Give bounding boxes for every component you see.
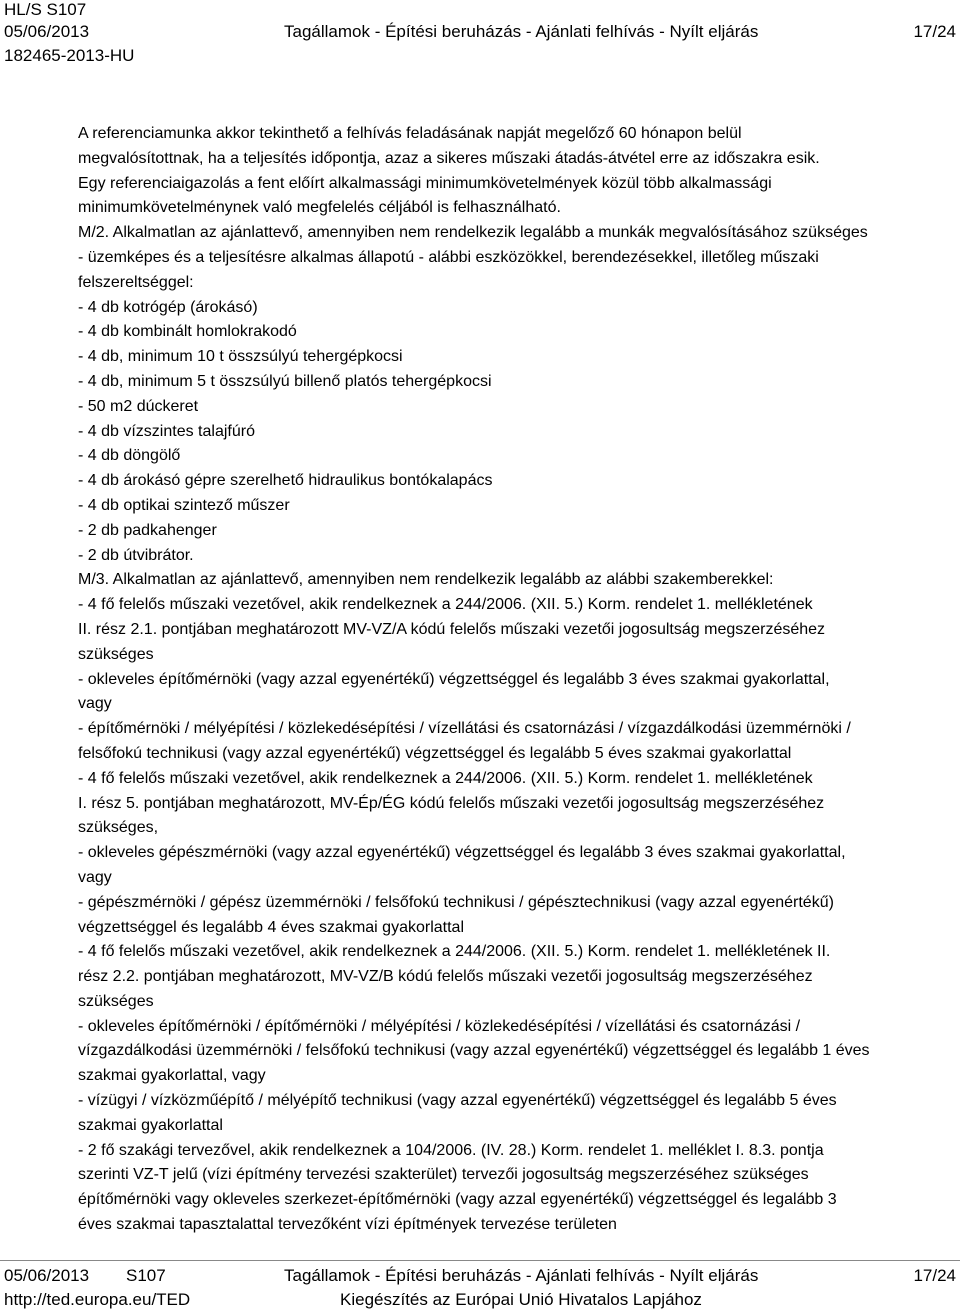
body-line: szükséges <box>78 645 154 663</box>
body-line: A referenciamunka akkor tekinthető a felhívás feladásának napját megelőző 60 hónapon belül <box>78 125 742 142</box>
body-line: - 4 db, minimum 5 t összsúlyú billenő platós tehergépkocsi <box>78 372 492 390</box>
body-line: rész 2.2. pontjában meghatározott, MV-VZ/B kódú felelős műszaki vezetői jogosultság megszerzéséhez <box>78 968 813 986</box>
body-line: szakmai gyakorlattal, vagy <box>78 1067 266 1085</box>
footer-series: S107 <box>126 1266 166 1285</box>
body-line: végzettséggel és legalább 4 éves szakmai gyakorlattal <box>78 918 464 936</box>
body-line: - 4 db vízszintes talajfúró <box>78 422 255 440</box>
body-line: - építőmérnöki / mélyépítési / közlekedésépítési / vízellátási és csatornázási / vízgazdálkodási üzemmérnöki / <box>78 720 851 738</box>
body-line: vagy <box>78 868 112 886</box>
body-line: - 4 db árokásó gépre szerelhető hidraulikus bontókalapács <box>78 472 493 490</box>
body-line: - 4 db döngölő <box>78 447 181 465</box>
page-header <box>0 0 960 72</box>
body-line: II. rész 2.1. pontjában meghatározott MV-VZ/A kódú felelős műszaki vezetői jogosultság megszerzéséhez <box>78 620 826 638</box>
footer-title: Tagállamok - Építési beruházás - Ajánlati felhívás - Nyílt eljárás <box>284 1266 759 1285</box>
body-line: - okleveles építőmérnöki (vagy azzal egyenértékű) végzettséggel és legalább 3 éves szakmai gyakorlattal, <box>78 670 830 688</box>
body-line: Egy referenciaigazolás a fent előírt alkalmassági minimumkövetelmények közül több alkalmassági <box>78 174 772 192</box>
body-line: - okleveles gépészmérnöki (vagy azzal egyenértékű) végzettséggel és legalább 3 éves szakmai gyakorlattal, <box>78 844 846 862</box>
body-line: szakmai gyakorlattal <box>78 1116 223 1134</box>
doc-reference: HL/S S107 <box>4 0 87 19</box>
body-line: felsőfokú technikusi (vagy azzal egyenértékű) végzettséggel és legalább 5 éves szakmai gyakorlattal <box>78 744 792 762</box>
document-body <box>78 122 958 1238</box>
body-line: M/3. Alkalmatlan az ajánlattevő, amennyiben nem rendelkezik legalább az alábbi szakemberekkel: <box>78 571 774 589</box>
footer-date: 05/06/2013 <box>4 1266 90 1285</box>
body-line: - gépészmérnöki / gépész üzemmérnöki / felsőfokú technikusi / gépésztechnikusi (vagy azzal egyenértékű) <box>78 893 834 911</box>
body-line: megvalósítottnak, ha a teljesítés időpontja, azaz a sikeres műszaki átadás-átvétel erre az időszakra esik. <box>78 149 820 167</box>
body-line: éves szakmai tapasztalattal tervezőként vízi építmények tervezése területen <box>78 1216 617 1234</box>
body-line: szerinti VZ-T jelű (vízi építmény tervezési szakterület) tervezői jogosultság megszerzéséhez szükséges <box>78 1166 809 1184</box>
footer-subtitle: Kiegészítés az Európai Unió Hivatalos Lapjához <box>340 1290 702 1309</box>
body-line: vízgazdálkodási üzemmérnöki / felsőfokú technikusi (vagy azzal egyenértékű) végzettséggel és legalább 1 éves <box>78 1042 870 1060</box>
header-page-number: 17/24 <box>913 22 956 41</box>
body-line: - 4 fő felelős műszaki vezetővel, akik rendelkeznek a 244/2006. (XII. 5.) Korm. rendelet 1. mellékletének II. <box>78 943 831 961</box>
footer-page-number: 17/24 <box>913 1266 956 1285</box>
body-line: minimumkövetelménynek való megfelelés céljából is felhasználható. <box>78 199 561 217</box>
body-line: - 4 fő felelős műszaki vezetővel, akik rendelkeznek a 244/2006. (XII. 5.) Korm. rendelet 1. mellékletének <box>78 769 813 787</box>
body-line: - 2 db útvibrátor. <box>78 546 194 564</box>
body-line: - okleveles építőmérnöki / építőmérnöki / mélyépítési / közlekedésépítési / vízellátási és csatornázási / <box>78 1017 801 1035</box>
body-line: I. rész 5. pontjában meghatározott, MV-Ép/ÉG kódú felelős műszaki vezetői jogosultság megszerzéséhez <box>78 794 825 812</box>
body-line: szükséges, <box>78 819 159 837</box>
body-line: - 2 db padkahenger <box>78 521 217 539</box>
header-date: 05/06/2013 <box>4 22 90 41</box>
footer-divider <box>0 1260 960 1261</box>
body-line: építőmérnöki vagy okleveles szerkezet-építőmérnöki (vagy azzal egyenértékű) végzettséggel és legalább 3 <box>78 1191 837 1209</box>
body-line: - 50 m2 dúckeret <box>78 397 199 415</box>
body-line: - 4 db optikai szintező műszer <box>78 496 290 514</box>
body-line: vagy <box>78 695 112 713</box>
body-line: szükséges <box>78 992 154 1010</box>
body-line: - üzemképes és a teljesítésre alkalmas állapotú - alábbi eszközökkel, berendezésekkel, illetőleg műszaki <box>78 248 819 266</box>
header-title: Tagállamok - Építési beruházás - Ajánlati felhívás - Nyílt eljárás <box>284 22 759 41</box>
body-line: felszereltséggel: <box>78 273 194 291</box>
body-line: - vízügyi / vízközműépítő / mélyépítő technikusi (vagy azzal egyenértékű) végzettséggel és legalább 5 éves <box>78 1092 837 1110</box>
footer-url: http://ted.europa.eu/TED <box>4 1290 191 1309</box>
body-line: - 4 db kotrógép (árokásó) <box>78 298 258 316</box>
body-line: - 4 db, minimum 10 t összsúlyú tehergépkocsi <box>78 348 403 366</box>
notice-id: 182465-2013-HU <box>4 46 135 65</box>
body-line: - 4 db kombinált homlokrakodó <box>78 323 297 341</box>
body-line: - 4 fő felelős műszaki vezetővel, akik rendelkeznek a 244/2006. (XII. 5.) Korm. rendelet 1. mellékletének <box>78 596 813 614</box>
body-line: M/2. Alkalmatlan az ajánlattevő, amennyiben nem rendelkezik legalább a munkák megvalósításához szükséges <box>78 224 868 242</box>
body-line: - 2 fő szakági tervezővel, akik rendelkeznek a 104/2006. (IV. 28.) Korm. rendelet 1. melléklet I. 8.3. pontja <box>78 1141 824 1159</box>
